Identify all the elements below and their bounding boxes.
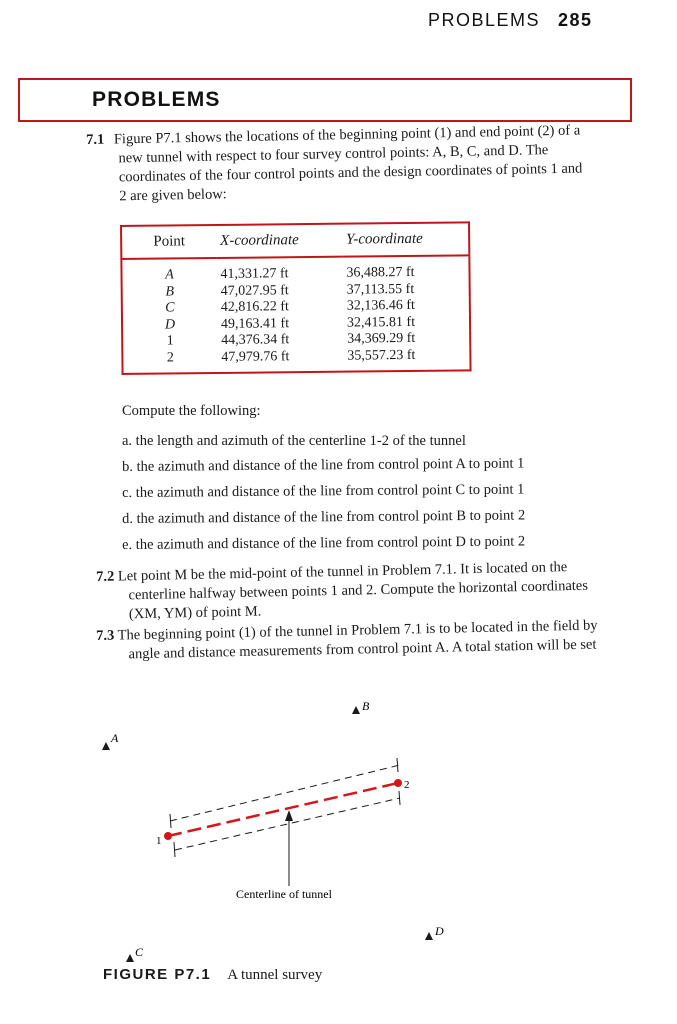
compute-intro: Compute the following: [122,403,261,419]
tunnel-end-cap-lower [399,791,400,805]
problem-text: Figure P7.1 shows the locations of the beginning point (1) and end point (2) of a [113,122,581,148]
section-title: PROBLEMS [92,88,221,111]
compute-items-list [122,432,622,562]
cell-point: D [164,316,176,333]
control-point-d-marker [425,932,433,940]
figure-caption [103,966,322,984]
leader-arrowhead [285,810,293,821]
control-point-d-label: D [435,924,444,938]
cell-x: 42,816.22 ft [220,299,289,315]
column-header-point: Point [121,225,216,259]
cell-point: C [165,300,175,316]
table-row [122,347,470,374]
cell-point: B [165,283,175,300]
figure-caption-text: A tunnel survey [227,967,323,983]
cell-point: 1 [166,333,174,349]
tunnel-lower-wall [175,798,400,850]
table-row [121,255,469,284]
cell-x: 49,163.41 ft [220,315,290,332]
problem-7-2-line-2: centerline halfway between points 1 and 2. Compute the horizontal coordinates [128,577,589,604]
tunnel-end-cap-upper [397,758,398,772]
problem-7-1-line-2: new tunnel with respect to four survey control points: A, B, C, and D. The [118,142,549,167]
control-point-c-label: C [135,945,144,959]
list-item: d. the azimuth and distance of the line from control point B to point 2 [122,507,526,527]
page-number: 285 [558,10,593,30]
problem-7-3-line-2: angle and distance measurements from control point A. A total station will be set [128,636,597,663]
problem-text: Let point M be the mid-point of the tunnel in Problem 7.1. It is located on the [117,559,568,585]
problem-number: 7.1 [86,131,105,148]
list-item: e. the azimuth and distance of the line from control point D to point 2 [122,533,526,553]
tunnel-start-cap-upper [170,814,171,828]
point-2-marker [394,779,402,787]
point-1-label: 1 [156,835,162,847]
section-header-box [18,78,632,122]
column-header-y: Y-coordinate [342,222,469,256]
cell-y: 36,488.27 ft [346,264,415,281]
cell-y: 37,113.55 ft [346,281,415,298]
cell-x: 44,376.34 ft [221,332,290,348]
control-point-a-marker [102,742,110,750]
cell-y: 32,415.81 ft [346,314,416,331]
control-point-b-label: B [362,699,370,713]
cell-y: 32,136.46 ft [346,297,415,314]
problem-7-2 [96,556,657,625]
cell-y: 34,369.29 ft [347,330,416,347]
problem-7-1 [86,120,647,207]
list-item: a. the length and azimuth of the centerline 1-2 of the tunnel [122,433,466,449]
table-header-row [121,222,469,259]
problem-number: 7.2 [96,568,115,585]
cell-point: A [165,267,174,283]
point-2-label: 2 [404,779,410,791]
control-point-b-marker [352,706,360,714]
control-point-c-marker [126,954,134,962]
running-head-section: PROBLEMS [428,10,541,30]
coordinates-table [120,221,472,375]
tunnel-survey-figure [0,680,677,970]
centerline-label: Centerline of tunnel [236,887,332,901]
cell-point: 2 [166,349,174,366]
tunnel-start-cap-lower [174,842,175,857]
column-header-x: X-coordinate [216,224,342,258]
problem-7-2-line-3: (XM, YM) of point M. [128,603,262,623]
problem-7-1-line-4: 2 are given below: [119,186,227,205]
problem-number: 7.3 [96,627,115,644]
figure-caption-label: FIGURE P7.1 [103,966,212,983]
list-item: c. the azimuth and distance of the line from control point C to point 1 [122,481,525,501]
control-point-a-label: A [111,731,119,745]
running-head [428,10,593,31]
cell-x: 47,027.95 ft [220,282,289,299]
cell-x: 41,331.27 ft [220,266,289,282]
tunnel-centerline [168,783,398,836]
cell-y: 35,557.23 ft [347,347,416,364]
problem-7-1-line-3: coordinates of the four control points and the design coordinates of points 1 and [118,160,583,186]
problem-text: The beginning point (1) of the tunnel in Problem 7.1 is to be located in the field by [117,617,598,644]
list-item: b. the azimuth and distance of the line from control point A to point 1 [122,455,525,475]
point-1-marker [164,832,172,840]
tunnel-upper-wall [170,765,400,821]
cell-x: 47,979.76 ft [221,348,290,365]
